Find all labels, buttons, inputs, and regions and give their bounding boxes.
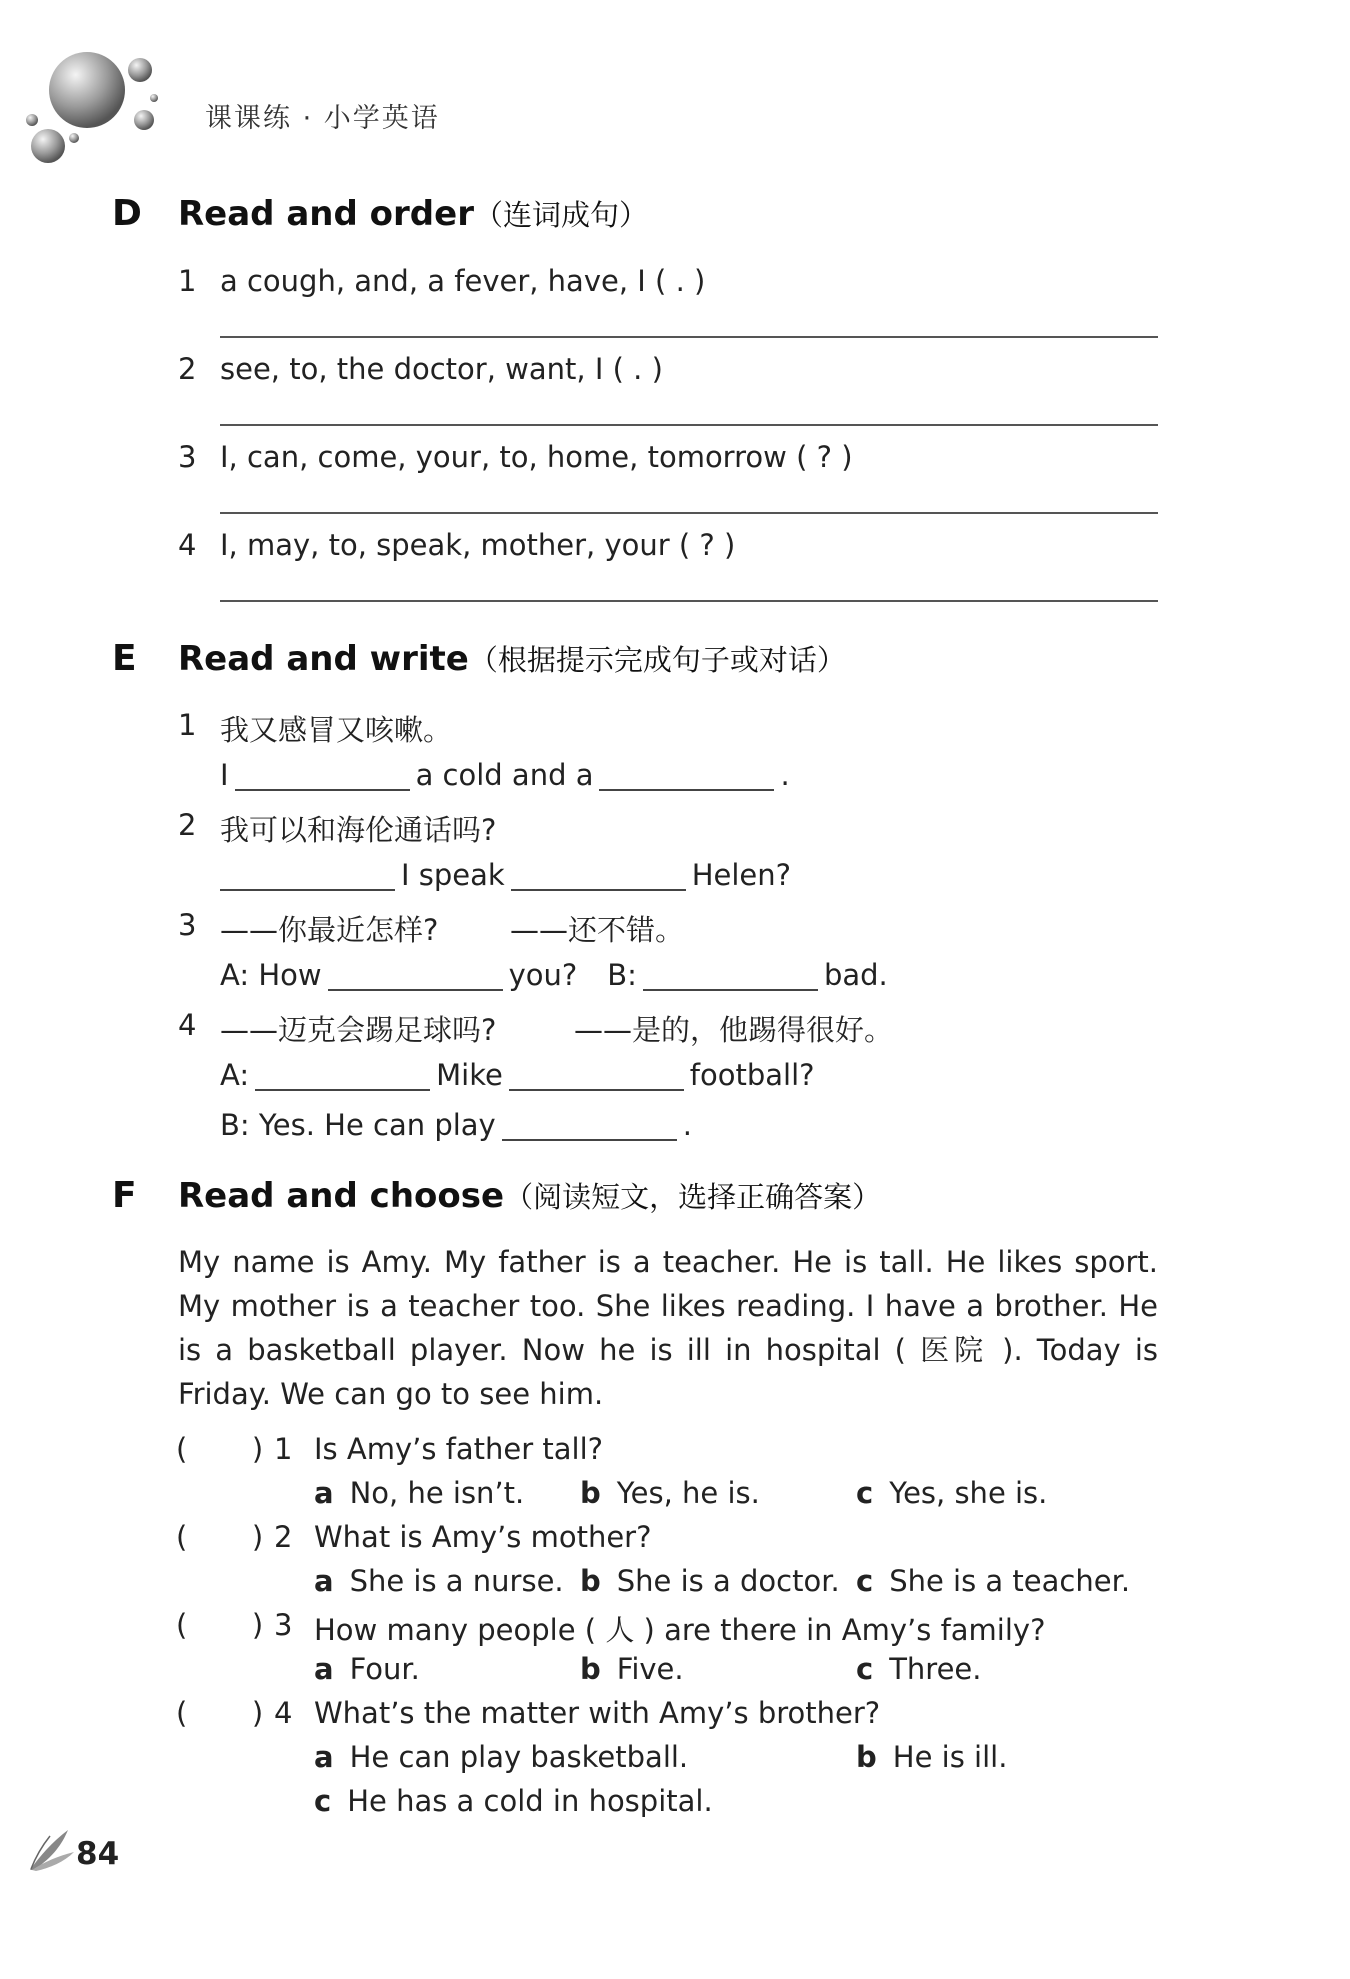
e-item-1-number: 1 (178, 708, 197, 742)
e-item-4-part: B: Yes. He can play (220, 1108, 496, 1142)
option-key: c (856, 1564, 874, 1598)
section-d-title-en: Read and order (178, 194, 474, 234)
blank[interactable] (509, 1059, 684, 1091)
q4-answer-bracket[interactable]: ( ) (176, 1696, 264, 1730)
e-item-4-chinese-b: ——是的，他踢得很好。 (574, 1013, 894, 1047)
section-e-title-cn: （根据提示完成句子或对话） (468, 643, 846, 677)
q1-option-a[interactable] (314, 1476, 524, 1510)
option-key: a (314, 1564, 334, 1598)
e-item-3-chinese-a: ——你最近怎样? (220, 913, 439, 947)
q2-question: What is Amy’s mother? (314, 1520, 652, 1554)
q1-number: 1 (274, 1432, 293, 1466)
d-item-2-text: see, to, the doctor, want, I ( . ) (220, 352, 663, 386)
q2-option-c[interactable] (856, 1564, 1130, 1598)
d-item-2-answer-line[interactable] (220, 424, 1158, 426)
option-text: Yes, he is. (616, 1476, 760, 1510)
q4-number: 4 (274, 1696, 293, 1730)
section-f-title (178, 1175, 881, 1216)
e-item-4-part: . (682, 1108, 692, 1142)
e-item-4-number: 4 (178, 1008, 197, 1042)
q3-number: 3 (274, 1608, 293, 1642)
blank[interactable] (255, 1059, 430, 1091)
option-text: Four. (349, 1652, 420, 1686)
blank[interactable] (599, 759, 774, 791)
e-item-4-sentence-a (220, 1058, 815, 1092)
e-item-1-part: a cold and a (415, 758, 594, 792)
q1-answer-bracket[interactable]: ( ) (176, 1432, 264, 1466)
e-item-4-part: football? (689, 1058, 815, 1092)
option-key: b (580, 1564, 601, 1598)
e-item-4-part: A: (220, 1058, 250, 1092)
reading-passage: My name is Amy. My father is a teacher. He is tall. He likes sport. My mother is a teacher too. She likes reading. I have a brother. He is a basketball player. Now he is ill in hospital ( 医院 ). Today is Friday. We can go to see him. (178, 1245, 1158, 1411)
q3-question: How many people ( 人 ) are there in Amy’s family? (314, 1613, 1046, 1647)
e-item-1-chinese: 我又感冒又咳嗽。 (220, 713, 453, 747)
e-item-4-chinese-a: ——迈克会踢足球吗? (220, 1013, 497, 1047)
d-item-1-text: a cough, and, a fever, have, I ( . ) (220, 264, 706, 298)
option-text: She is a teacher. (889, 1564, 1131, 1598)
q2-option-a[interactable] (314, 1564, 564, 1598)
e-item-2-part: I speak (401, 858, 505, 892)
option-key: b (580, 1652, 601, 1686)
section-d-title (178, 193, 648, 234)
e-item-3-number: 3 (178, 908, 197, 942)
e-item-2-part: Helen? (691, 858, 792, 892)
option-key: c (856, 1652, 874, 1686)
section-f-letter: F (112, 1175, 137, 1216)
d-item-1-number: 1 (178, 264, 197, 298)
option-key: b (856, 1740, 877, 1774)
q2-answer-bracket[interactable]: ( ) (176, 1520, 264, 1554)
q3-option-b[interactable] (580, 1652, 684, 1686)
blank[interactable] (502, 1109, 677, 1141)
e-item-2-sentence (214, 858, 791, 892)
e-item-3-part: you? (508, 958, 578, 992)
e-item-2-number: 2 (178, 808, 197, 842)
q1-option-c[interactable] (856, 1476, 1047, 1510)
e-item-3-part: A: How (220, 958, 322, 992)
option-key: c (856, 1476, 874, 1510)
d-item-1-answer-line[interactable] (220, 336, 1158, 338)
d-item-4-answer-line[interactable] (220, 600, 1158, 602)
section-e-letter: E (112, 638, 137, 679)
d-item-3-number: 3 (178, 440, 197, 474)
d-item-2-number: 2 (178, 352, 197, 386)
leaf-icon (28, 1826, 78, 1872)
e-item-1-part: . (780, 758, 790, 792)
q4-option-c[interactable] (314, 1784, 713, 1818)
blank[interactable] (235, 759, 410, 791)
option-key: c (314, 1784, 332, 1818)
e-item-4-part: Mike (436, 1058, 503, 1092)
e-item-1-part: I (220, 758, 229, 792)
e-item-2-chinese: 我可以和海伦通话吗? (220, 813, 497, 847)
section-d-letter: D (112, 193, 142, 234)
q4-option-b[interactable] (856, 1740, 1007, 1774)
e-item-3-sentence (220, 958, 888, 992)
option-text: She is a nurse. (349, 1564, 564, 1598)
e-item-3-part: B: (607, 958, 637, 992)
d-item-3-answer-line[interactable] (220, 512, 1158, 514)
blank[interactable] (511, 859, 686, 891)
q4-option-a[interactable] (314, 1740, 688, 1774)
q2-number: 2 (274, 1520, 293, 1554)
option-key: b (580, 1476, 601, 1510)
blank[interactable] (220, 859, 395, 891)
e-item-4-sentence-b (220, 1108, 692, 1142)
e-item-1-sentence (220, 758, 790, 792)
e-item-3-chinese-b: ——还不错。 (510, 913, 685, 947)
q1-option-b[interactable] (580, 1476, 760, 1510)
option-key: a (314, 1476, 334, 1510)
d-item-4-number: 4 (178, 528, 197, 562)
d-item-4-text: I, may, to, speak, mother, your ( ? ) (220, 528, 736, 562)
option-key: a (314, 1652, 334, 1686)
q2-option-b[interactable] (580, 1564, 840, 1598)
running-head: 课课练 · 小学英语 (205, 103, 440, 134)
section-d-title-cn: （连词成句） (473, 198, 648, 232)
option-text: She is a doctor. (616, 1564, 840, 1598)
blank[interactable] (328, 959, 503, 991)
option-text: He can play basketball. (349, 1740, 689, 1774)
q3-answer-bracket[interactable]: ( ) (176, 1608, 264, 1642)
option-text: Five. (616, 1652, 684, 1686)
e-item-3-part: bad. (823, 958, 888, 992)
page-number: 84 (76, 1836, 120, 1872)
option-text: No, he isn’t. (349, 1476, 525, 1510)
option-text: He has a cold in hospital. (347, 1784, 713, 1818)
section-f-title-en: Read and choose (178, 1176, 505, 1216)
option-text: Three. (889, 1652, 982, 1686)
option-key: a (314, 1740, 334, 1774)
section-e-title-en: Read and write (178, 639, 469, 679)
section-e-title (178, 638, 846, 679)
option-text: Yes, she is. (889, 1476, 1048, 1510)
bubbles-decoration (22, 48, 172, 178)
q1-question: Is Amy’s father tall? (314, 1432, 604, 1466)
q3-option-c[interactable] (856, 1652, 982, 1686)
q3-option-a[interactable] (314, 1652, 420, 1686)
d-item-3-text: I, can, come, your, to, home, tomorrow ( ? ) (220, 440, 853, 474)
q4-question: What’s the matter with Amy’s brother? (314, 1696, 881, 1730)
blank[interactable] (643, 959, 818, 991)
option-text: He is ill. (892, 1740, 1008, 1774)
section-f-title-cn: （阅读短文，选择正确答案） (504, 1180, 882, 1214)
